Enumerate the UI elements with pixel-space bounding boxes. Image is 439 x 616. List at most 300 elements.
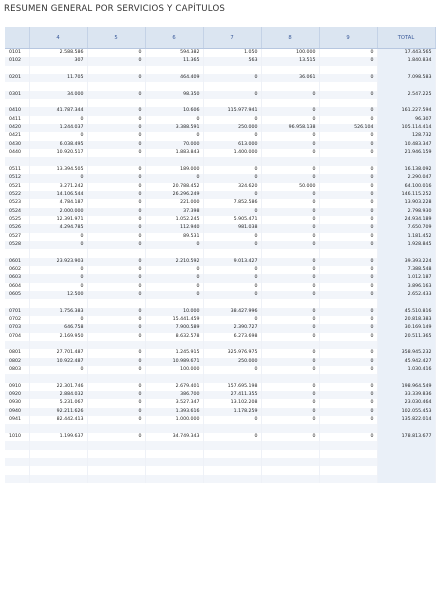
- value-cell: [87, 374, 145, 382]
- service-code-cell: 0605: [5, 291, 29, 299]
- value-cell: 96.958.138: [261, 124, 319, 132]
- table-row: [5, 383, 435, 391]
- total-cell: [377, 249, 435, 257]
- value-cell: [261, 157, 319, 165]
- service-code-cell: 0910: [5, 383, 29, 391]
- value-cell: 98.350: [145, 91, 203, 99]
- value-cell: 13.394.505: [29, 166, 87, 174]
- value-cell: [203, 458, 261, 466]
- service-code-cell: 0301: [5, 91, 29, 99]
- value-cell: [145, 157, 203, 165]
- service-code-cell: 0512: [5, 174, 29, 182]
- value-cell: 0: [203, 191, 261, 199]
- value-cell: [203, 466, 261, 474]
- value-cell: 0: [87, 349, 145, 357]
- value-cell: 115.977.941: [203, 107, 261, 115]
- value-cell: 0: [319, 333, 377, 341]
- value-cell: 0: [319, 174, 377, 182]
- service-code-cell: 0604: [5, 283, 29, 291]
- table-row: [5, 308, 435, 316]
- value-cell: 526.104: [319, 124, 377, 132]
- service-code-cell: 0527: [5, 233, 29, 241]
- value-cell: 0: [87, 433, 145, 441]
- table-row: [5, 183, 435, 191]
- value-cell: 0: [319, 399, 377, 407]
- service-code-cell: 0803: [5, 366, 29, 374]
- value-cell: 0: [261, 241, 319, 249]
- service-code-cell: 0603: [5, 274, 29, 282]
- service-code-cell: 0528: [5, 241, 29, 249]
- value-cell: 464.409: [145, 74, 203, 82]
- value-cell: [203, 82, 261, 90]
- total-cell: 10.483.347: [377, 141, 435, 149]
- value-cell: 0: [87, 132, 145, 140]
- service-code-cell: 0601: [5, 258, 29, 266]
- value-cell: [87, 66, 145, 74]
- value-cell: 0: [29, 366, 87, 374]
- value-cell: [87, 341, 145, 349]
- value-cell: 0: [261, 324, 319, 332]
- value-cell: 0: [145, 283, 203, 291]
- value-cell: 0: [87, 274, 145, 282]
- total-cell: [377, 424, 435, 432]
- value-cell: 0: [319, 308, 377, 316]
- value-cell: 0: [145, 241, 203, 249]
- service-code-cell: 0101: [5, 49, 29, 58]
- value-cell: 0: [261, 291, 319, 299]
- value-cell: [319, 450, 377, 458]
- value-cell: [203, 249, 261, 257]
- value-cell: [203, 441, 261, 449]
- value-cell: 0: [319, 324, 377, 332]
- table-row: [5, 82, 435, 90]
- value-cell: 0: [87, 316, 145, 324]
- total-cell: 358.945.232: [377, 349, 435, 357]
- table-row: [5, 91, 435, 99]
- service-code-cell: 0411: [5, 116, 29, 124]
- value-cell: 0: [203, 233, 261, 241]
- table-row: [5, 341, 435, 349]
- value-cell: [261, 466, 319, 474]
- value-cell: 0: [87, 107, 145, 115]
- value-cell: [261, 475, 319, 483]
- value-cell: 0: [87, 408, 145, 416]
- value-cell: 0: [319, 433, 377, 441]
- value-cell: [261, 424, 319, 432]
- value-cell: 221.000: [145, 199, 203, 207]
- table-row: [5, 191, 435, 199]
- value-cell: 0: [261, 383, 319, 391]
- value-cell: [319, 299, 377, 307]
- value-cell: [87, 466, 145, 474]
- value-cell: 646.758: [29, 324, 87, 332]
- value-cell: 0: [261, 416, 319, 424]
- value-cell: 1.178.259: [203, 408, 261, 416]
- value-cell: 0: [145, 291, 203, 299]
- value-cell: 6.038.495: [29, 141, 87, 149]
- table-row: [5, 241, 435, 249]
- value-cell: 1.400.000: [203, 149, 261, 157]
- value-cell: [203, 424, 261, 432]
- table-body: [5, 49, 435, 483]
- value-cell: [87, 249, 145, 257]
- value-cell: [145, 441, 203, 449]
- value-cell: [203, 341, 261, 349]
- value-cell: 0: [145, 116, 203, 124]
- value-cell: 0: [261, 91, 319, 99]
- value-cell: 0: [319, 199, 377, 207]
- value-cell: [29, 249, 87, 257]
- value-cell: 0: [261, 116, 319, 124]
- value-cell: 0: [29, 132, 87, 140]
- value-cell: 0: [261, 349, 319, 357]
- service-code-cell: 0511: [5, 166, 29, 174]
- value-cell: 157.695.198: [203, 383, 261, 391]
- service-code-cell: 0410: [5, 107, 29, 115]
- value-cell: [319, 441, 377, 449]
- value-cell: 2.884.032: [29, 391, 87, 399]
- total-cell: 17.443.565: [377, 49, 435, 58]
- value-cell: 1.000.000: [145, 416, 203, 424]
- value-cell: 1.883.843: [145, 149, 203, 157]
- value-cell: 0: [203, 116, 261, 124]
- value-cell: [319, 475, 377, 483]
- value-cell: 0: [87, 416, 145, 424]
- value-cell: 0: [319, 57, 377, 65]
- value-cell: 250.000: [203, 124, 261, 132]
- value-cell: 0: [319, 116, 377, 124]
- value-cell: [29, 475, 87, 483]
- value-cell: 0: [203, 433, 261, 441]
- service-code-cell: 0525: [5, 216, 29, 224]
- service-code-cell: [5, 99, 29, 107]
- service-code-cell: 0521: [5, 183, 29, 191]
- header-chapter-9: 9: [319, 27, 377, 49]
- total-cell: 20.511.365: [377, 333, 435, 341]
- value-cell: 37.398: [145, 208, 203, 216]
- value-cell: 70.000: [145, 141, 203, 149]
- value-cell: 0: [319, 74, 377, 82]
- value-cell: [29, 66, 87, 74]
- value-cell: 2.679.401: [145, 383, 203, 391]
- value-cell: [87, 475, 145, 483]
- value-cell: 0: [87, 91, 145, 99]
- table-row: [5, 208, 435, 216]
- value-cell: [261, 82, 319, 90]
- table-row: [5, 324, 435, 332]
- value-cell: 0: [87, 183, 145, 191]
- value-cell: 2.169.950: [29, 333, 87, 341]
- service-code-cell: 0421: [5, 132, 29, 140]
- value-cell: 0: [319, 258, 377, 266]
- total-cell: 1.030.416: [377, 366, 435, 374]
- value-cell: 0: [261, 149, 319, 157]
- value-cell: 0: [319, 224, 377, 232]
- value-cell: 0: [319, 316, 377, 324]
- table-row: [5, 450, 435, 458]
- total-cell: 23.030.464: [377, 399, 435, 407]
- service-code-cell: [5, 157, 29, 165]
- value-cell: [145, 475, 203, 483]
- value-cell: [29, 299, 87, 307]
- table-header-row: [5, 27, 435, 49]
- header-chapter-6: 6: [145, 27, 203, 49]
- value-cell: 27.701.487: [29, 349, 87, 357]
- service-code-cell: 0430: [5, 141, 29, 149]
- value-cell: [203, 475, 261, 483]
- value-cell: 7.852.586: [203, 199, 261, 207]
- value-cell: [261, 441, 319, 449]
- value-cell: 0: [87, 166, 145, 174]
- table-row: [5, 141, 435, 149]
- value-cell: 0: [87, 324, 145, 332]
- service-code-cell: [5, 341, 29, 349]
- value-cell: 0: [319, 408, 377, 416]
- value-cell: 0: [87, 124, 145, 132]
- total-cell: 39.393.224: [377, 258, 435, 266]
- total-cell: 33.339.836: [377, 391, 435, 399]
- table-row: [5, 57, 435, 65]
- value-cell: [261, 374, 319, 382]
- total-cell: 30.169.149: [377, 324, 435, 332]
- value-cell: 0: [261, 199, 319, 207]
- value-cell: 0: [87, 283, 145, 291]
- table-row: [5, 424, 435, 432]
- total-cell: [377, 99, 435, 107]
- value-cell: 0: [87, 191, 145, 199]
- service-code-cell: 0420: [5, 124, 29, 132]
- value-cell: 38.427.996: [203, 308, 261, 316]
- value-cell: 0: [319, 107, 377, 115]
- value-cell: 34.749.343: [145, 433, 203, 441]
- value-cell: 307: [29, 57, 87, 65]
- value-cell: 0: [261, 333, 319, 341]
- value-cell: 0: [261, 216, 319, 224]
- value-cell: [87, 441, 145, 449]
- table-row: [5, 283, 435, 291]
- service-code-cell: 0930: [5, 399, 29, 407]
- header-chapter-5: 5: [87, 27, 145, 49]
- table-row: [5, 416, 435, 424]
- table-row: [5, 66, 435, 74]
- value-cell: 100.000: [145, 366, 203, 374]
- value-cell: [203, 99, 261, 107]
- value-cell: 0: [261, 358, 319, 366]
- table-row: [5, 199, 435, 207]
- total-cell: 45.510.816: [377, 308, 435, 316]
- table-row: [5, 466, 435, 474]
- value-cell: 2.000.000: [29, 208, 87, 216]
- value-cell: 7.900.589: [145, 324, 203, 332]
- total-cell: 13.903.228: [377, 199, 435, 207]
- value-cell: [87, 157, 145, 165]
- value-cell: [319, 99, 377, 107]
- total-cell: [377, 441, 435, 449]
- value-cell: 12.500: [29, 291, 87, 299]
- service-code-cell: [5, 249, 29, 257]
- value-cell: 0: [203, 166, 261, 174]
- value-cell: 0: [29, 241, 87, 249]
- table-row: [5, 99, 435, 107]
- value-cell: 0: [145, 132, 203, 140]
- value-cell: [87, 99, 145, 107]
- value-cell: 0: [261, 433, 319, 441]
- table-row: [5, 274, 435, 282]
- value-cell: [203, 66, 261, 74]
- value-cell: [319, 466, 377, 474]
- table-row: [5, 299, 435, 307]
- table-row: [5, 391, 435, 399]
- value-cell: [87, 299, 145, 307]
- value-cell: 5.905.471: [203, 216, 261, 224]
- value-cell: 0: [319, 241, 377, 249]
- value-cell: 0: [87, 399, 145, 407]
- total-cell: [377, 475, 435, 483]
- value-cell: 12.391.971: [29, 216, 87, 224]
- table-row: [5, 458, 435, 466]
- value-cell: 0: [319, 366, 377, 374]
- value-cell: 0: [29, 316, 87, 324]
- value-cell: 386.700: [145, 391, 203, 399]
- service-code-cell: 0801: [5, 349, 29, 357]
- table-row: [5, 291, 435, 299]
- value-cell: [29, 458, 87, 466]
- table-row: [5, 249, 435, 257]
- value-cell: 324.620: [203, 183, 261, 191]
- total-cell: 135.822.014: [377, 416, 435, 424]
- value-cell: 13.515: [261, 57, 319, 65]
- total-cell: [377, 82, 435, 90]
- value-cell: 112.940: [145, 224, 203, 232]
- table-row: [5, 124, 435, 132]
- total-cell: 16.138.092: [377, 166, 435, 174]
- service-code-cell: 1010: [5, 433, 29, 441]
- service-code-cell: 0701: [5, 308, 29, 316]
- table-row: [5, 333, 435, 341]
- table-row: [5, 366, 435, 374]
- value-cell: 0: [319, 216, 377, 224]
- value-cell: [203, 157, 261, 165]
- value-cell: 0: [261, 283, 319, 291]
- value-cell: 3.388.591: [145, 124, 203, 132]
- value-cell: 0: [319, 291, 377, 299]
- value-cell: [145, 450, 203, 458]
- value-cell: 0: [203, 316, 261, 324]
- value-cell: [29, 374, 87, 382]
- value-cell: 82.442.413: [29, 416, 87, 424]
- value-cell: 0: [145, 274, 203, 282]
- value-cell: 0: [261, 274, 319, 282]
- total-cell: [377, 66, 435, 74]
- value-cell: [145, 66, 203, 74]
- value-cell: 0: [87, 241, 145, 249]
- table-row: [5, 399, 435, 407]
- value-cell: 14.106.544: [29, 191, 87, 199]
- value-cell: [87, 424, 145, 432]
- value-cell: 250.000: [203, 358, 261, 366]
- total-cell: 198.964.549: [377, 383, 435, 391]
- total-cell: 96.307: [377, 116, 435, 124]
- total-cell: [377, 450, 435, 458]
- value-cell: 0: [319, 358, 377, 366]
- value-cell: 100.000: [261, 49, 319, 58]
- value-cell: 0: [319, 283, 377, 291]
- table-row: [5, 132, 435, 140]
- value-cell: 0: [87, 391, 145, 399]
- value-cell: [203, 374, 261, 382]
- total-cell: 20.818.383: [377, 316, 435, 324]
- value-cell: 325.976.975: [203, 349, 261, 357]
- value-cell: 0: [319, 391, 377, 399]
- value-cell: 0: [261, 191, 319, 199]
- total-cell: [377, 466, 435, 474]
- total-cell: 128.732: [377, 132, 435, 140]
- value-cell: [261, 249, 319, 257]
- value-cell: 27.411.355: [203, 391, 261, 399]
- value-cell: 0: [261, 399, 319, 407]
- value-cell: [319, 341, 377, 349]
- value-cell: [319, 424, 377, 432]
- service-code-cell: 0440: [5, 149, 29, 157]
- table-row: [5, 116, 435, 124]
- service-code-cell: 0602: [5, 266, 29, 274]
- value-cell: 0: [29, 283, 87, 291]
- service-code-cell: [5, 458, 29, 466]
- service-code-cell: 0523: [5, 199, 29, 207]
- value-cell: [87, 82, 145, 90]
- value-cell: [261, 341, 319, 349]
- value-cell: 563: [203, 57, 261, 65]
- value-cell: 1.245.915: [145, 349, 203, 357]
- value-cell: [145, 341, 203, 349]
- value-cell: 0: [319, 132, 377, 140]
- table-row: [5, 174, 435, 182]
- value-cell: 0: [261, 107, 319, 115]
- value-cell: 0: [145, 174, 203, 182]
- value-cell: [261, 458, 319, 466]
- total-cell: 146.115.252: [377, 191, 435, 199]
- value-cell: 0: [203, 283, 261, 291]
- value-cell: 0: [87, 208, 145, 216]
- value-cell: [29, 82, 87, 90]
- value-cell: 0: [319, 149, 377, 157]
- value-cell: 0: [203, 91, 261, 99]
- value-cell: 0: [261, 408, 319, 416]
- service-code-cell: [5, 450, 29, 458]
- value-cell: 0: [319, 266, 377, 274]
- value-cell: 1.393.616: [145, 408, 203, 416]
- service-code-cell: [5, 424, 29, 432]
- value-cell: 41.787.344: [29, 107, 87, 115]
- value-cell: 0: [87, 358, 145, 366]
- table-row: [5, 233, 435, 241]
- service-code-cell: [5, 466, 29, 474]
- total-cell: [377, 299, 435, 307]
- value-cell: 0: [319, 233, 377, 241]
- value-cell: [145, 458, 203, 466]
- value-cell: 3.271.242: [29, 183, 87, 191]
- value-cell: 0: [203, 208, 261, 216]
- header-chapter-7: 7: [203, 27, 261, 49]
- service-code-cell: 0102: [5, 57, 29, 65]
- total-cell: 105.114.414: [377, 124, 435, 132]
- value-cell: [145, 424, 203, 432]
- value-cell: 0: [87, 216, 145, 224]
- value-cell: [145, 374, 203, 382]
- value-cell: 0: [261, 233, 319, 241]
- value-cell: [145, 299, 203, 307]
- table-row: [5, 475, 435, 483]
